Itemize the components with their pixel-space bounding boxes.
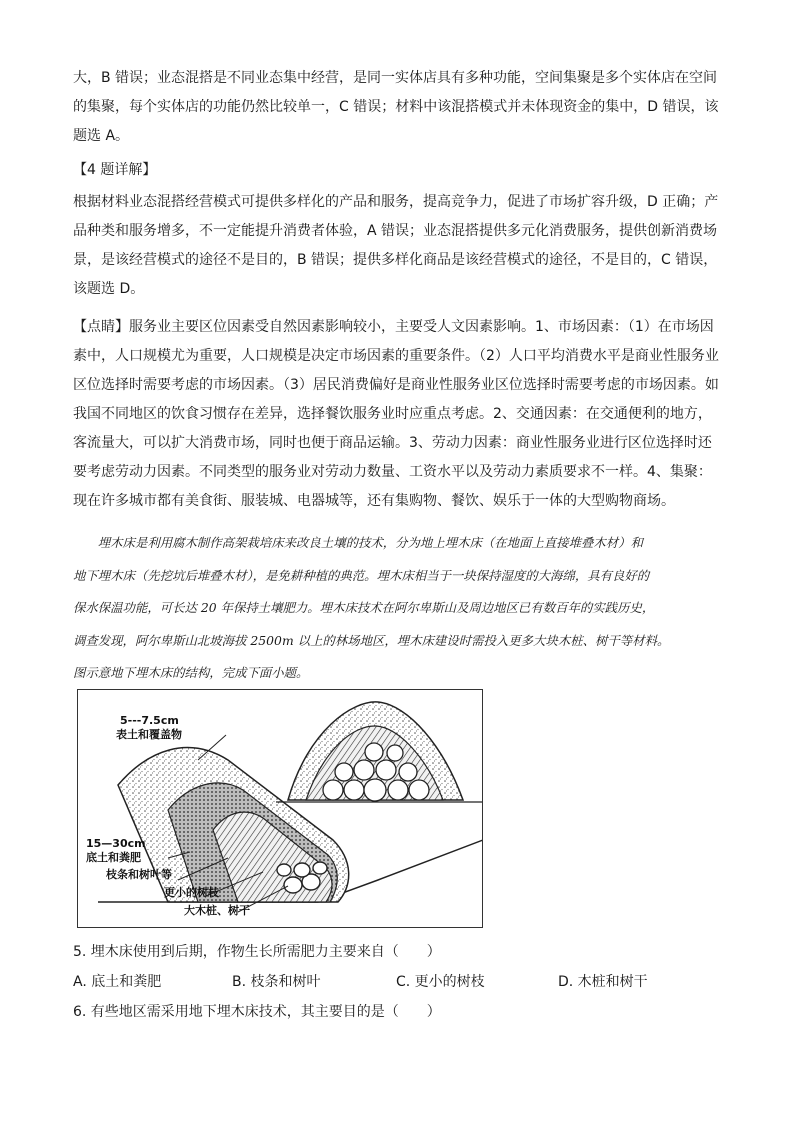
text-line: 的集聚，每个实体店的功能仍然比较单一，C 错误；材料中该混搭模式并未体现资金的集中，D 错误，该 [73,99,719,115]
text-line: 客流量大，可以扩大消费市场，同时也便于商品运输。3、劳动力因素：商业性服务业进行区位选择时还 [73,435,712,451]
text-line: 埋木床是利用腐木制作高架栽培床来改良土壤的技术，分为地上埋木床（在地面上直接堆叠木材）和 [73,535,643,550]
question-6-stem: 6. 有些地区需采用地下埋木床技术，其主要目的是（ ） [73,1004,441,1020]
text-line: 题选 A。 [73,128,130,144]
question-5-stem: 5. 埋木床使用到后期，作物生长所需肥力主要来自（ ） [73,944,441,960]
label-subsoil-manure: 底土和粪肥 [86,851,141,864]
q4-detail-heading: 【4 题详解】 [73,162,157,178]
text-line: 品种类和服务增多，不一定能提升消费者体验，A 错误；业态混搭提供多元化消费服务，提供创新消费场 [73,223,718,239]
text-line: 我国不同地区的饮食习惯存在差异，选择餐饮服务业时应重点考虑。2、交通因素：在交通便利的地方， [73,406,712,422]
hugelkultur-figure [77,689,483,928]
label-branches-leaves: 枝条和树叶等 [106,868,172,881]
text-line: 该题选 D。 [73,281,145,297]
label-logs-trunks: 大木桩、树干 [184,904,250,917]
text-line: 区位选择时需要考虑的市场因素。（3）居民消费偏好是商业性服务业区位选择时需要考虑的市场因素。如 [73,377,719,393]
label-small-branches: 更小的树枝 [164,886,219,899]
text-line: 地下埋木床（先挖坑后堆叠木材），是免耕种植的典范。埋木床相当于一块保持湿度的大海绵，具有良好的 [73,567,650,583]
q5-option-b[interactable]: B. 枝条和树叶 [232,974,321,990]
text-line: 调查发现，阿尔卑斯山北坡海拔 2500m 以上的林场地区，埋木床建设时需投入更多大块木桩、树干等材料。 [73,632,670,648]
answer-paragraph-continued [73,64,723,151]
q5-option-c[interactable]: C. 更小的树枝 [396,974,485,990]
text-line: 图示意地下埋木床的结构，完成下面小题。 [73,665,309,680]
text-line: 素中，人口规模尤为重要，人口规模是决定市场因素的重要条件。（2）人口平均消费水平是商业性服务业 [73,348,719,364]
text-line: 景，是该经营模式的途径不是目的，B 错误；提供多样化商品是该经营模式的途径，不是目的，C 错误， [73,252,718,268]
text-line: 现在许多城市都有美食街、服装城、电器城等，还有集购物、餐饮、娱乐于一体的大型购物商场。 [73,493,675,509]
reading-passage [73,527,728,690]
tips-paragraph [73,313,723,516]
q5-option-a[interactable]: A. 底土和粪肥 [73,974,162,990]
text-line: 【点睛】服务业主要区位因素受自然因素影响较小，主要受人文因素影响。1、市场因素：（1）在市场因 [73,319,714,335]
text-line: 大，B 错误；业态混搭是不同业态集中经营，是同一实体店具有多种功能，空间集聚是多个实体店在空间 [73,70,718,86]
label-topsoil-cover: 表土和覆盖物 [116,728,182,741]
label-mid-depth: 15—30cm [86,837,146,850]
q4-detail-paragraph [73,188,723,304]
text-line: 要考虑劳动力因素。不同类型的服务业对劳动力数量、工资水平以及劳动力素质要求不一样。4、集聚： [73,464,712,480]
text-line: 保水保温功能，可长达 20 年保持土壤肥力。埋木床技术在阿尔卑斯山及周边地区已有数百年的实践历史， [73,600,655,615]
text-line: 根据材料业态混搭经营模式可提供多样化的产品和服务，提高竞争力，促进了市场扩容升级，D 正确；产 [73,194,719,210]
label-top-depth: 5---7.5cm [120,714,179,727]
q5-option-d[interactable]: D. 木桩和树干 [558,974,648,990]
